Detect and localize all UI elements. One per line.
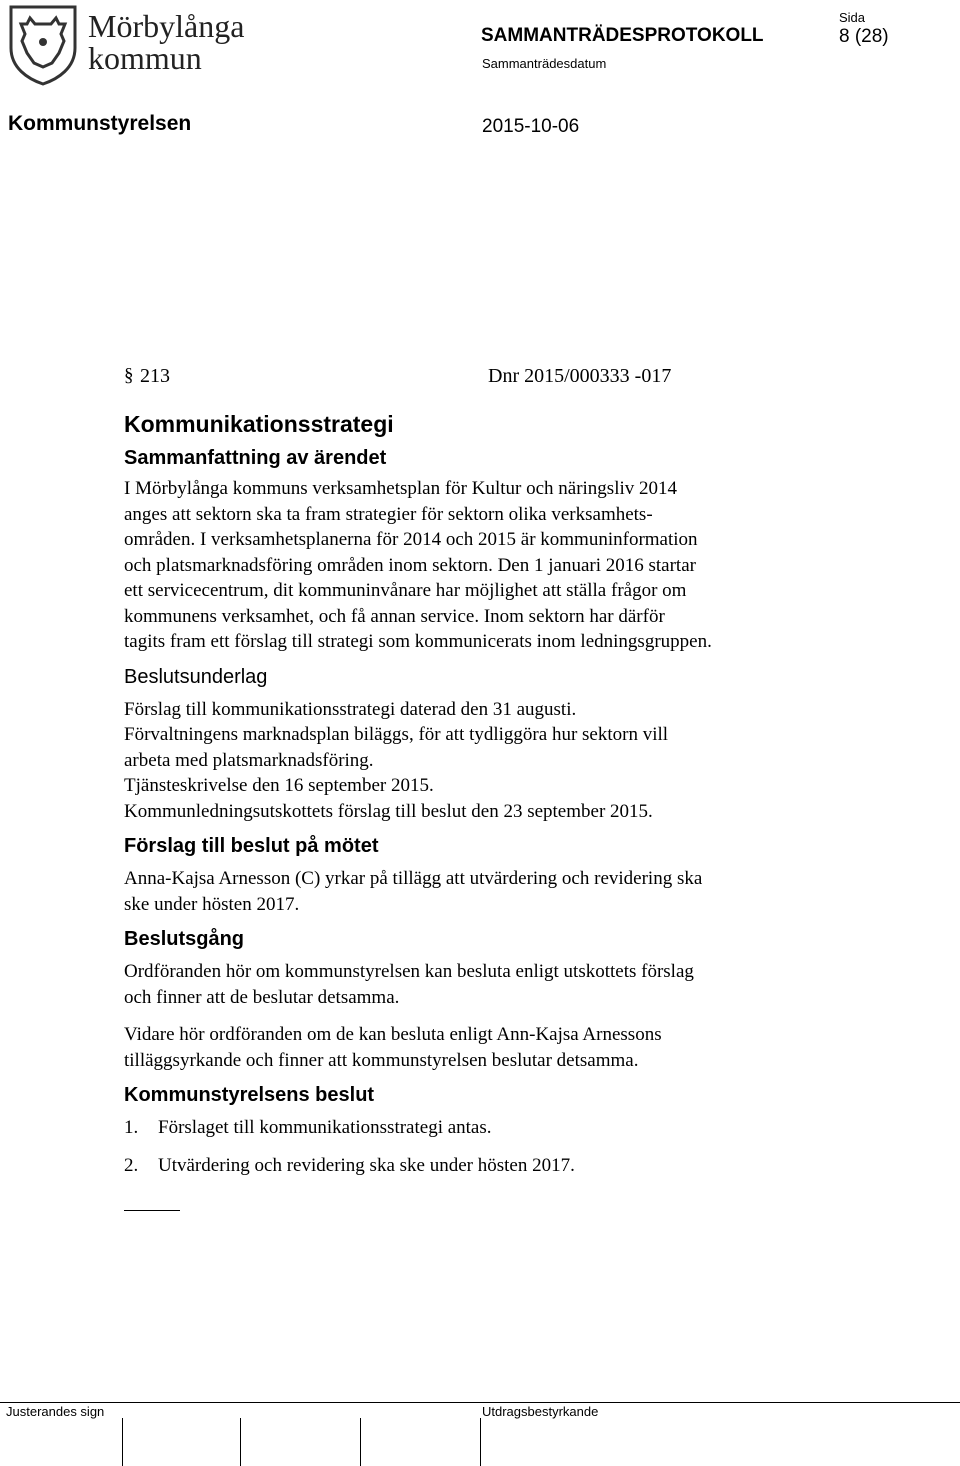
brand-name-line1: Mörbylånga bbox=[88, 8, 245, 44]
proposal-line: ske under hösten 2017. bbox=[124, 893, 300, 915]
document-type-title: SAMMANTRÄDESPROTOKOLL bbox=[481, 25, 764, 46]
summary-line: tagits fram ett förslag till strategi som kommunicerats inom ledningsgruppen. bbox=[124, 631, 712, 652]
summary-line: och platsmarknadsföring områden inom sektorn. Den 1 januari 2016 startar bbox=[124, 554, 696, 576]
municipality-coat-of-arms-logo bbox=[8, 4, 78, 86]
adjusters-signature-label: Justerandes sign bbox=[6, 1404, 105, 1419]
basis-line: Förvaltningens marknadsplan biläggs, för att tydliggöra hur sektorn vill bbox=[124, 724, 669, 745]
item-number: 213 bbox=[140, 365, 170, 387]
summary-text bbox=[124, 476, 824, 655]
procedure-paragraph-1 bbox=[124, 959, 824, 1010]
board-name: Kommunstyrelsen bbox=[8, 112, 192, 135]
decision-item bbox=[124, 1153, 824, 1178]
decision-item bbox=[124, 1115, 824, 1140]
basis-text bbox=[124, 697, 824, 825]
case-number: Dnr 2015/000333 -017 bbox=[488, 365, 672, 387]
page-caption: Sida bbox=[839, 10, 866, 25]
decision-item-text: Utvärdering och revidering ska ske under hösten 2017. bbox=[158, 1155, 575, 1176]
basis-line: arbeta med platsmarknadsföring. bbox=[124, 749, 374, 771]
basis-heading: Beslutsunderlag bbox=[124, 665, 268, 688]
meeting-date: 2015-10-06 bbox=[482, 116, 580, 137]
summary-line: anges att sektorn ska ta fram strategier för sektorn olika verksamhets- bbox=[124, 503, 653, 525]
decision-item-text: Förslaget till kommunikationsstrategi antas. bbox=[158, 1117, 492, 1138]
page-number: 8 (28) bbox=[839, 26, 889, 47]
summary-line: områden. I verksamhetsplanerna för 2014 och 2015 är kommuninformation bbox=[124, 529, 698, 550]
summary-line: kommunens verksamhet, och få annan service. Inom sektorn har därför bbox=[124, 605, 665, 627]
procedure-line: Ordföranden hör om kommunstyrelsen kan besluta enligt utskottets förslag bbox=[124, 961, 694, 982]
basis-line: Tjänsteskrivelse den 16 september 2015. bbox=[124, 775, 434, 796]
procedure-line: tilläggsyrkande och finner att kommunstyrelsen beslutar detsamma. bbox=[124, 1049, 639, 1071]
procedure-line: Vidare hör ordföranden om de kan besluta enligt Ann-Kajsa Arnessons bbox=[124, 1024, 662, 1045]
proposal-text bbox=[124, 866, 824, 917]
proposal-line: Anna-Kajsa Arnesson (C) yrkar på tillägg att utvärdering och revidering ska bbox=[124, 868, 703, 889]
decision-item-number: 1. bbox=[124, 1117, 139, 1138]
end-of-item-rule bbox=[124, 1210, 180, 1211]
signature-field-divider bbox=[122, 1418, 123, 1466]
summary-line: I Mörbylånga kommuns verksamhetsplan för Kultur och näringsliv 2014 bbox=[124, 478, 678, 499]
footer-divider bbox=[0, 1402, 960, 1403]
summary-line: ett servicecentrum, dit kommuninvånare har möjlighet att ställa frågor om bbox=[124, 580, 687, 601]
procedure-paragraph-2 bbox=[124, 1022, 824, 1073]
procedure-line: och finner att de beslutar detsamma. bbox=[124, 986, 400, 1008]
signature-field-divider bbox=[480, 1418, 481, 1466]
proposal-heading: Förslag till beslut på mötet bbox=[124, 835, 379, 857]
minutes-item bbox=[124, 358, 824, 1178]
item-header-row bbox=[124, 358, 824, 406]
extract-certification-label: Utdragsbestyrkande bbox=[482, 1404, 599, 1419]
signature-field-divider bbox=[240, 1418, 241, 1466]
meeting-date-caption: Sammanträdesdatum bbox=[482, 56, 607, 71]
basis-line: Förslag till kommunikationsstrategi daterad den 31 augusti. bbox=[124, 698, 577, 720]
brand-name-line2: kommun bbox=[88, 40, 202, 76]
section-mark: § bbox=[124, 365, 134, 386]
procedure-heading: Beslutsgång bbox=[124, 928, 245, 950]
signature-field-divider bbox=[360, 1418, 361, 1466]
basis-line: Kommunledningsutskottets förslag till beslut den 23 september 2015. bbox=[124, 800, 653, 822]
decision-item-number: 2. bbox=[124, 1155, 139, 1176]
summary-heading: Sammanfattning av ärendet bbox=[124, 447, 387, 469]
item-title: Kommunikationsstrategi bbox=[124, 411, 394, 437]
decision-heading: Kommunstyrelsens beslut bbox=[124, 1084, 375, 1106]
decision-list bbox=[124, 1115, 824, 1178]
